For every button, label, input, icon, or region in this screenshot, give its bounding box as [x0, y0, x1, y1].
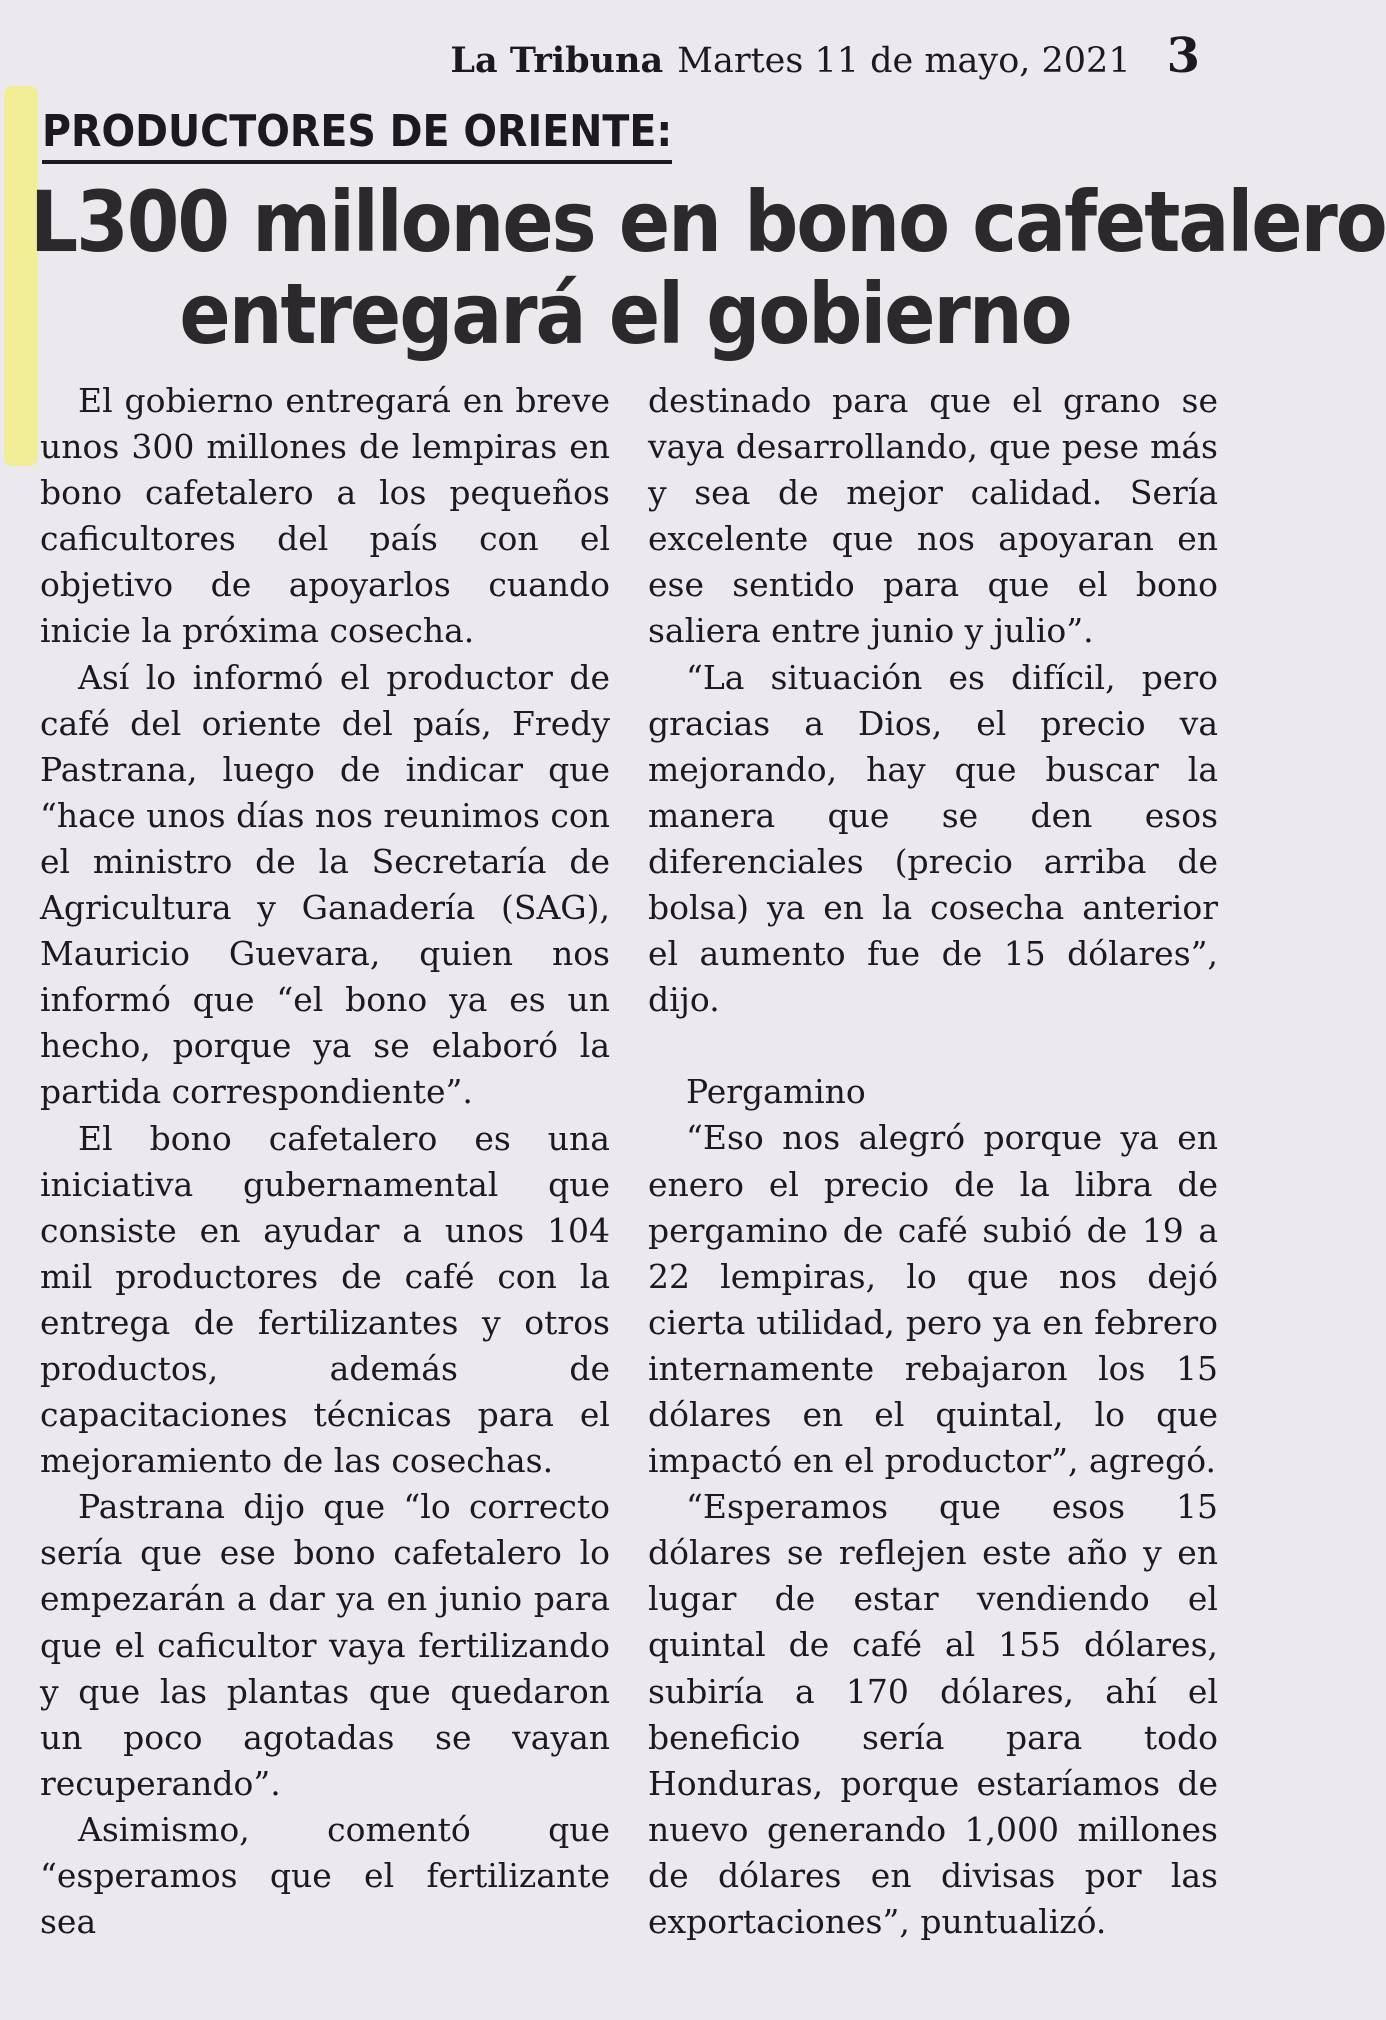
- subheading: Pergamino: [686, 1072, 866, 1112]
- newspaper-name: La Tribuna: [450, 40, 664, 81]
- paragraph: Pastrana dijo que “lo correcto sería que ese bono cafetalero lo empezarán a dar ya en junio para que el caficultor vaya fertilizando y que las plantas que quedaron un poco agotadas se vayan recuperando”.: [40, 1487, 610, 1803]
- page-number: 3: [1166, 28, 1200, 84]
- headline-line-2: entregará el gobierno: [179, 265, 1071, 363]
- paragraph: El bono cafetalero es una iniciativa gubernamental que consiste en ayudar a unos 104 mil productores de café con la entrega de fertilizantes y otros productos, además de capacitaciones técnicas para el mejoramiento de las cosechas.: [40, 1118, 610, 1481]
- paragraph: “La situación es difícil, pero gracias a Dios, el precio va mejorando, hay que buscar la manera que se den esos diferenciales (precio arriba de bolsa) ya en la cosecha anterior el aumento fue de 15 dólares”, dijo.: [648, 657, 1218, 1020]
- paragraph: “Esperamos que esos 15 dólares se reflejen este año y en lugar de estar vendiendo el quintal de café al 155 dólares, subiría a 170 dólares, ahí el beneficio sería para todo Honduras, porque estaríamos de nuevo generando 1,000 millones de dólares en divisas por las exportaciones”, puntualizó.: [648, 1487, 1218, 1941]
- page-header: [380, 28, 1200, 84]
- headline-line-1: L300 millones en bono cafetalero: [30, 173, 1386, 271]
- article-column-right: [648, 378, 1218, 1945]
- article-kicker: PRODUCTORES DE ORIENTE:: [42, 104, 672, 164]
- paragraph: “Eso nos alegró porque ya en enero el precio de la libra de pergamino de café subió de 19 a 22 lempiras, lo que nos dejó cierta utilidad, pero ya en febrero internamente rebajaron los 15 dólares en el quintal, lo que impactó en el productor”, agregó.: [648, 1118, 1218, 1481]
- paragraph: Así lo informó el productor de café del oriente del país, Fredy Pastrana, luego de indicar que “hace unos días nos reunimos con el ministro de la Secretaría de Agricultura y Ganadería (SAG), Mauricio Guevara, quien nos informó que “el bono ya es un hecho, porque ya se elaboró la partida correspondiente”.: [40, 657, 610, 1112]
- paragraph: Asimismo, comentó que “esperamos que el fertilizante sea: [40, 1809, 610, 1942]
- paragraph: destinado para que el grano se vaya desarrollando, que pese más y sea de mejor calidad. Sería excelente que nos apoyaran en ese sentido para que el bono saliera entre junio y julio”.: [648, 381, 1218, 651]
- issue-date: Martes 11 de mayo, 2021: [677, 41, 1131, 81]
- paragraph: El gobierno entregará en breve unos 300 millones de lempiras en bono cafetalero a los pequeños caficultores del país con el objetivo de apoyarlos cuando inicie la próxima cosecha.: [40, 381, 610, 651]
- article-headline: [30, 173, 1386, 363]
- article-column-left: [40, 378, 610, 1945]
